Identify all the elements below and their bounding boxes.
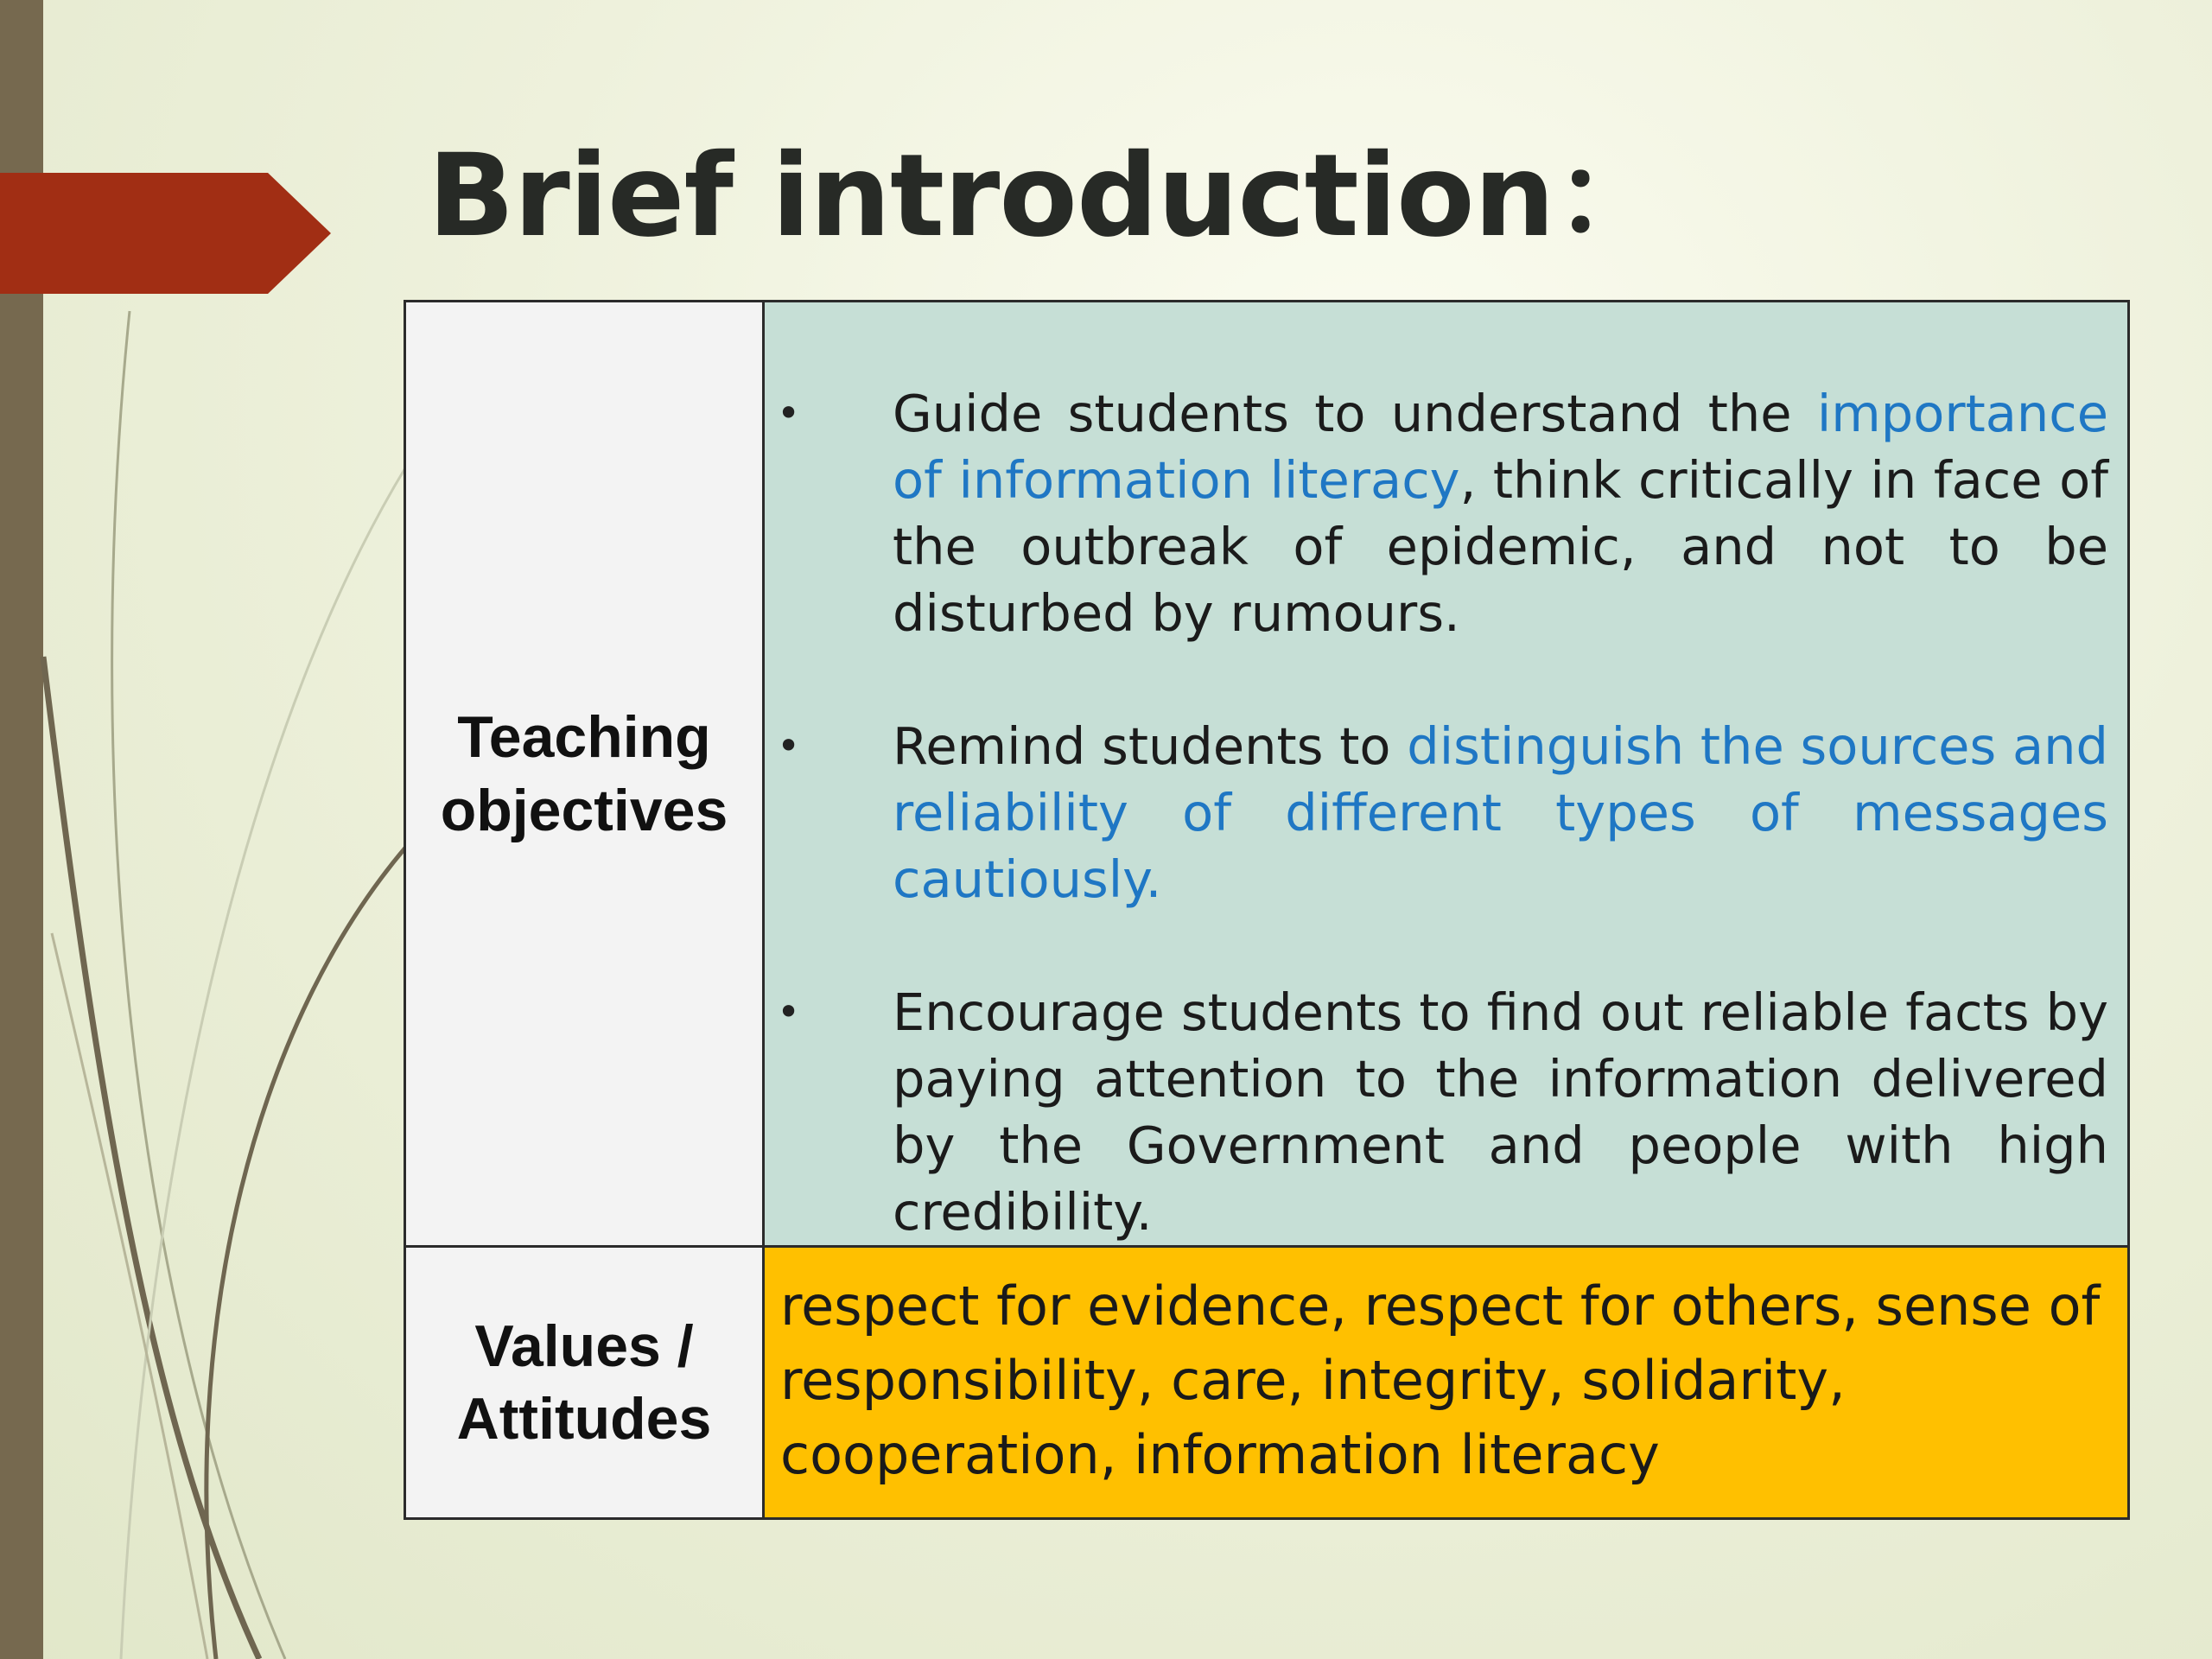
objective-item [765, 713, 2108, 912]
objectives-cell [764, 302, 2129, 1247]
decorative-curve [112, 311, 285, 1659]
objective-item [765, 979, 2108, 1245]
page-title: Brief introduction： [428, 130, 1668, 263]
objective-text: Guide students to understand the [893, 384, 1817, 443]
objectives-list [765, 302, 2127, 1245]
bullet-icon: • [777, 722, 801, 769]
row-label-values-attitudes: Values / Attitudes [405, 1247, 764, 1519]
decorative-curve [43, 657, 259, 1659]
bullet-icon: • [777, 390, 801, 436]
objective-text: , think critically in face of the outbreak of epidemic, and not to be disturbed by rumours. [893, 450, 2108, 643]
decorative-curve [207, 847, 406, 1659]
objective-text: Remind students to [893, 716, 1408, 776]
objective-highlight: distinguish the sources and reliability of different types of messages cautiously. [893, 716, 2108, 909]
bullet-icon: • [777, 988, 801, 1035]
table-row [405, 1247, 2129, 1519]
objective-text: Encourage students to find out reliable facts by paying attention to the information delivered by the Government and people with high credibility. [893, 982, 2108, 1242]
table-row [405, 302, 2129, 1247]
values-attitudes-text: respect for evidence, respect for others, sense of responsibility, care, integrity, solidarity, cooperation, information literacy [764, 1247, 2129, 1519]
decorative-curve [52, 933, 207, 1659]
row-label-teaching-objectives: Teaching objectives [405, 302, 764, 1247]
objective-highlight: importance of information literacy [893, 384, 2108, 510]
decorative-curve [121, 467, 406, 1659]
arrow-tab [0, 173, 331, 294]
objective-item [765, 380, 2108, 646]
intro-table [404, 300, 2130, 1520]
